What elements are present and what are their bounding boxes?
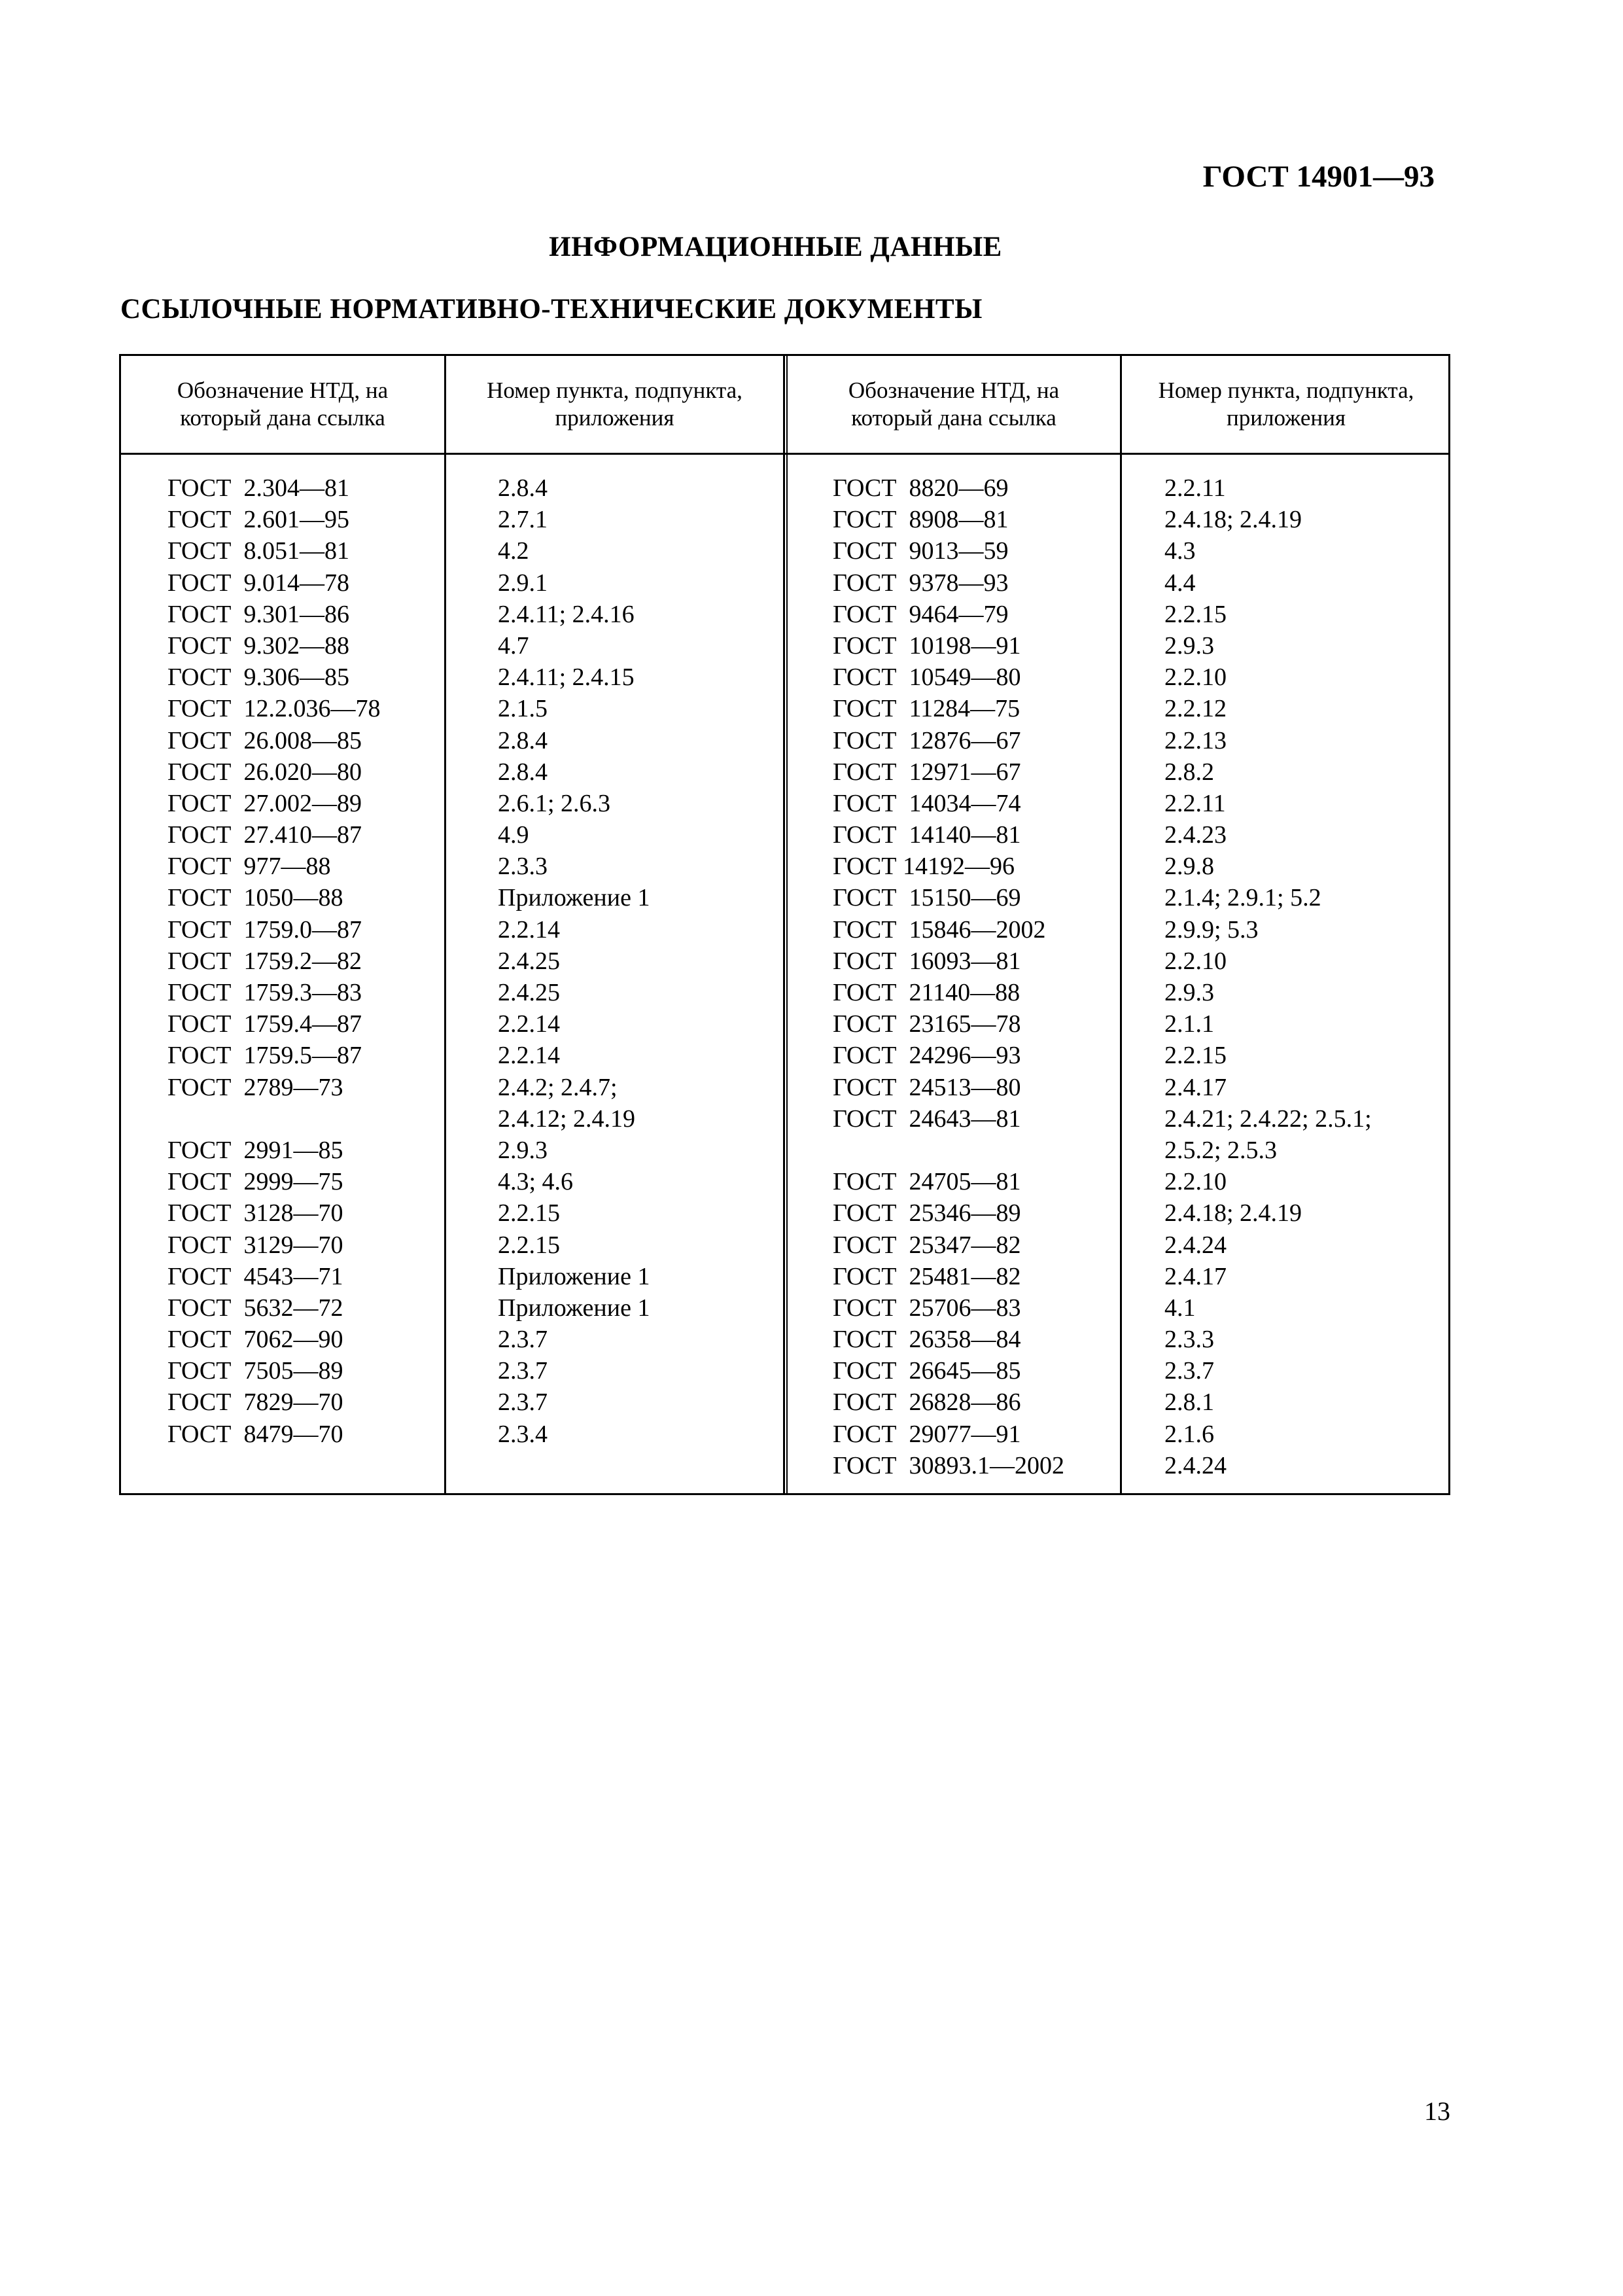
table-cell-ref: 2.4.25 <box>498 979 560 1006</box>
table-cell-ref: 2.4.25 <box>498 947 560 975</box>
table-cell-ref: 2.9.3 <box>498 1136 548 1164</box>
table-cell-ref: 4.7 <box>498 631 529 660</box>
table-cell-doc: ГОСТ 16093—81 <box>833 947 1021 975</box>
table-cell-doc: ГОСТ 29077—91 <box>833 1420 1021 1448</box>
table-cell-ref: 2.2.14 <box>498 1010 560 1038</box>
table-cell-ref: 2.4.17 <box>1164 1073 1227 1101</box>
table-cell-doc: ГОСТ 9.014—78 <box>167 569 349 597</box>
column-divider <box>1120 356 1122 1493</box>
table-cell-doc: ГОСТ 15846—2002 <box>833 915 1046 944</box>
table-cell-doc: ГОСТ 11284—75 <box>833 695 1021 723</box>
table-cell-doc: ГОСТ 26.020—80 <box>167 758 362 786</box>
references-table <box>119 354 1450 1495</box>
table-cell-ref: 2.2.15 <box>1164 1042 1227 1070</box>
table-cell-ref: 2.2.12 <box>1164 695 1227 723</box>
table-cell-doc: ГОСТ 9.301—86 <box>167 600 349 628</box>
right-refs-column <box>1164 472 1372 1481</box>
table-cell-doc: ГОСТ 14034—74 <box>833 789 1021 817</box>
table-cell-ref: 2.4.24 <box>1164 1231 1227 1259</box>
table-cell-doc <box>833 1135 1064 1166</box>
table-cell-doc: ГОСТ 25481—82 <box>833 1262 1021 1290</box>
table-cell-doc: ГОСТ 24643—81 <box>833 1104 1021 1133</box>
center-double-divider <box>783 356 788 1493</box>
table-cell-doc: ГОСТ 30893.1—2002 <box>833 1451 1064 1479</box>
table-cell-doc: ГОСТ 27.002—89 <box>167 789 362 817</box>
table-cell-ref: 2.3.7 <box>1164 1357 1214 1385</box>
table-cell-ref: 2.2.11 <box>1164 789 1226 817</box>
table-cell-ref: 2.2.13 <box>1164 726 1227 754</box>
table-cell-ref: 2.4.17 <box>1164 1262 1227 1290</box>
table-cell-ref: 2.2.10 <box>1164 663 1227 692</box>
table-cell-doc: ГОСТ 7062—90 <box>167 1326 343 1354</box>
table-cell-doc: ГОСТ 2999—75 <box>167 1168 343 1196</box>
table-cell-ref: 2.4.11; 2.4.15 <box>498 663 635 692</box>
table-cell-ref: 2.9.3 <box>1164 979 1214 1006</box>
table-cell-doc: ГОСТ 23165—78 <box>833 1010 1021 1038</box>
table-cell-doc: ГОСТ 14140—81 <box>833 821 1021 849</box>
table-cell-ref: 2.9.9; 5.3 <box>1164 915 1259 944</box>
table-cell-doc: ГОСТ 12876—67 <box>833 726 1021 754</box>
table-cell-doc: ГОСТ 12.2.036—78 <box>167 695 381 723</box>
table-cell-ref: 2.8.1 <box>1164 1388 1214 1417</box>
table-cell-doc: ГОСТ 24705—81 <box>833 1168 1021 1196</box>
table-cell-doc: ГОСТ 25346—89 <box>833 1199 1021 1227</box>
table-cell-doc: ГОСТ 9.302—88 <box>167 631 349 660</box>
table-cell-doc: ГОСТ 1759.2—82 <box>167 947 362 975</box>
table-cell-doc: ГОСТ 12971—67 <box>833 758 1021 786</box>
table-cell-doc: ГОСТ 26.008—85 <box>167 726 362 754</box>
table-cell-ref: 2.2.11 <box>1164 474 1226 502</box>
table-cell-doc: ГОСТ 4543—71 <box>167 1262 343 1290</box>
page-number: 13 <box>1424 2096 1450 2126</box>
table-cell-ref: Приложение 1 <box>498 884 650 912</box>
table-cell-doc: ГОСТ 10549—80 <box>833 663 1021 692</box>
header-divider <box>121 453 1448 455</box>
table-cell-ref: 2.4.24 <box>1164 1451 1227 1479</box>
header-cell-doc-left: Обозначение НТД, на который дана ссылка <box>177 378 389 431</box>
left-docs-column <box>167 472 381 1450</box>
table-cell-doc: ГОСТ 9464—79 <box>833 600 1009 628</box>
table-cell-doc: ГОСТ 8479—70 <box>167 1420 343 1448</box>
left-refs-column <box>498 472 650 1450</box>
table-cell-doc: ГОСТ 2991—85 <box>167 1136 343 1164</box>
table-cell-doc: ГОСТ 25347—82 <box>833 1231 1021 1259</box>
table-cell-doc: ГОСТ 7505—89 <box>167 1357 343 1385</box>
table-cell-ref: 2.4.23 <box>1164 821 1227 849</box>
table-cell-doc: ГОСТ 7829—70 <box>167 1388 343 1417</box>
table-cell-doc: ГОСТ 26645—85 <box>833 1357 1021 1385</box>
table-cell-ref: 2.2.10 <box>1164 1168 1227 1196</box>
table-cell-ref: 2.3.7 <box>498 1388 548 1417</box>
table-cell-ref: Приложение 1 <box>498 1294 650 1322</box>
table-cell-doc: ГОСТ 8.051—81 <box>167 537 349 565</box>
table-cell-doc: ГОСТ 9378—93 <box>833 569 1009 597</box>
table-cell-doc: ГОСТ 977—88 <box>167 853 331 881</box>
table-cell-ref: 4.4 <box>1164 569 1196 597</box>
doc-code-header: ГОСТ 14901—93 <box>1202 160 1435 194</box>
table-cell-doc: ГОСТ 24296—93 <box>833 1042 1021 1070</box>
table-cell-doc: ГОСТ 26828—86 <box>833 1388 1021 1417</box>
header-cell-doc-right: Обозначение НТД, на который дана ссылка <box>848 378 1060 431</box>
table-cell-ref: 2.1.1 <box>1164 1010 1214 1038</box>
table-cell-ref: 2.2.10 <box>1164 947 1227 975</box>
table-cell-doc: ГОСТ 24513—80 <box>833 1073 1021 1101</box>
header-cell-ref-right: Номер пункта, подпункта, приложения <box>1158 378 1414 431</box>
table-cell-doc <box>167 1103 381 1135</box>
table-cell-doc: ГОСТ 3129—70 <box>167 1231 343 1259</box>
table-cell-ref: 2.3.3 <box>1164 1326 1214 1354</box>
table-cell-ref: 2.8.4 <box>498 474 548 502</box>
table-cell-ref: 2.1.4; 2.9.1; 5.2 <box>1164 884 1321 912</box>
table-cell-doc: ГОСТ 9013—59 <box>833 537 1009 565</box>
table-cell-doc: ГОСТ 2.601—95 <box>167 506 349 534</box>
table-cell-ref: 2.4.21; 2.4.22; 2.5.1; <box>1164 1104 1372 1133</box>
table-cell-doc: ГОСТ 1759.0—87 <box>167 915 362 944</box>
table-cell-ref: 2.5.2; 2.5.3 <box>1164 1136 1278 1164</box>
table-cell-doc: ГОСТ 27.410—87 <box>167 821 362 849</box>
table-cell-ref: 2.4.2; 2.4.7; <box>498 1073 618 1101</box>
table-cell-ref: 2.2.15 <box>498 1199 560 1227</box>
table-cell-ref: 2.8.4 <box>498 758 548 786</box>
right-docs-column <box>833 472 1064 1481</box>
column-divider <box>444 356 446 1493</box>
table-cell-ref: 2.1.5 <box>498 695 548 723</box>
table-cell-ref: 2.4.11; 2.4.16 <box>498 600 635 628</box>
table-cell-doc: ГОСТ 25706—83 <box>833 1294 1021 1322</box>
table-cell-doc: ГОСТ 1759.4—87 <box>167 1010 362 1038</box>
table-cell-ref: 2.2.14 <box>498 915 560 944</box>
table-cell-ref: 2.6.1; 2.6.3 <box>498 789 611 817</box>
table-cell-doc: ГОСТ 1050—88 <box>167 884 343 912</box>
table-cell-ref: 2.7.1 <box>498 506 548 534</box>
table-cell-ref: 2.3.7 <box>498 1357 548 1385</box>
table-cell-doc: ГОСТ 8908—81 <box>833 506 1009 534</box>
table-cell-ref: 4.3; 4.6 <box>498 1168 574 1196</box>
table-cell-ref: 2.4.18; 2.4.19 <box>1164 1199 1302 1227</box>
table-cell-ref: 2.1.6 <box>1164 1420 1214 1448</box>
table-cell-ref: 2.2.15 <box>1164 600 1227 628</box>
table-cell-ref: 2.2.14 <box>498 1042 560 1070</box>
table-cell-doc: ГОСТ 9.306—85 <box>167 663 349 692</box>
table-cell-doc: ГОСТ 3128—70 <box>167 1199 343 1227</box>
table-cell-doc: ГОСТ 15150—69 <box>833 884 1021 912</box>
table-cell-doc: ГОСТ 2789—73 <box>167 1073 343 1101</box>
table-cell-doc: ГОСТ 2.304—81 <box>167 474 349 502</box>
table-cell-doc: ГОСТ 1759.3—83 <box>167 979 362 1006</box>
table-cell-doc: ГОСТ 8820—69 <box>833 474 1009 502</box>
table-cell-doc: ГОСТ 26358—84 <box>833 1326 1021 1354</box>
table-cell-doc: ГОСТ 1759.5—87 <box>167 1042 362 1070</box>
table-cell-ref: Приложение 1 <box>498 1262 650 1290</box>
table-cell-ref: 4.2 <box>498 537 529 565</box>
table-subtitle: ССЫЛОЧНЫЕ НОРМАТИВНО-ТЕХНИЧЕСКИЕ ДОКУМЕНТЫ <box>120 294 983 325</box>
table-cell-ref: 2.9.1 <box>498 569 548 597</box>
table-cell-doc: ГОСТ 14192—96 <box>833 853 1015 881</box>
table-cell-ref: 4.1 <box>1164 1294 1196 1322</box>
table-cell-ref: 2.4.12; 2.4.19 <box>498 1104 636 1133</box>
table-cell-ref: 2.8.4 <box>498 726 548 754</box>
table-cell-ref: 2.3.4 <box>498 1420 548 1448</box>
table-cell-ref: 2.8.2 <box>1164 758 1214 786</box>
table-cell-ref: 4.9 <box>498 821 529 849</box>
table-cell-doc: ГОСТ 10198—91 <box>833 631 1021 660</box>
table-cell-ref: 2.9.8 <box>1164 853 1214 881</box>
table-cell-ref: 2.9.3 <box>1164 631 1214 660</box>
header-cell-ref-left: Номер пункта, подпункта, приложения <box>487 378 742 431</box>
table-cell-doc: ГОСТ 21140—88 <box>833 979 1021 1006</box>
section-title: ИНФОРМАЦИОННЫЕ ДАННЫЕ <box>549 232 1002 262</box>
table-cell-ref: 4.3 <box>1164 537 1196 565</box>
table-cell-ref: 2.3.3 <box>498 853 548 881</box>
table-cell-doc: ГОСТ 5632—72 <box>167 1294 343 1322</box>
table-cell-ref: 2.4.18; 2.4.19 <box>1164 506 1302 534</box>
table-cell-ref: 2.3.7 <box>498 1326 548 1354</box>
table-cell-ref: 2.2.15 <box>498 1231 560 1259</box>
